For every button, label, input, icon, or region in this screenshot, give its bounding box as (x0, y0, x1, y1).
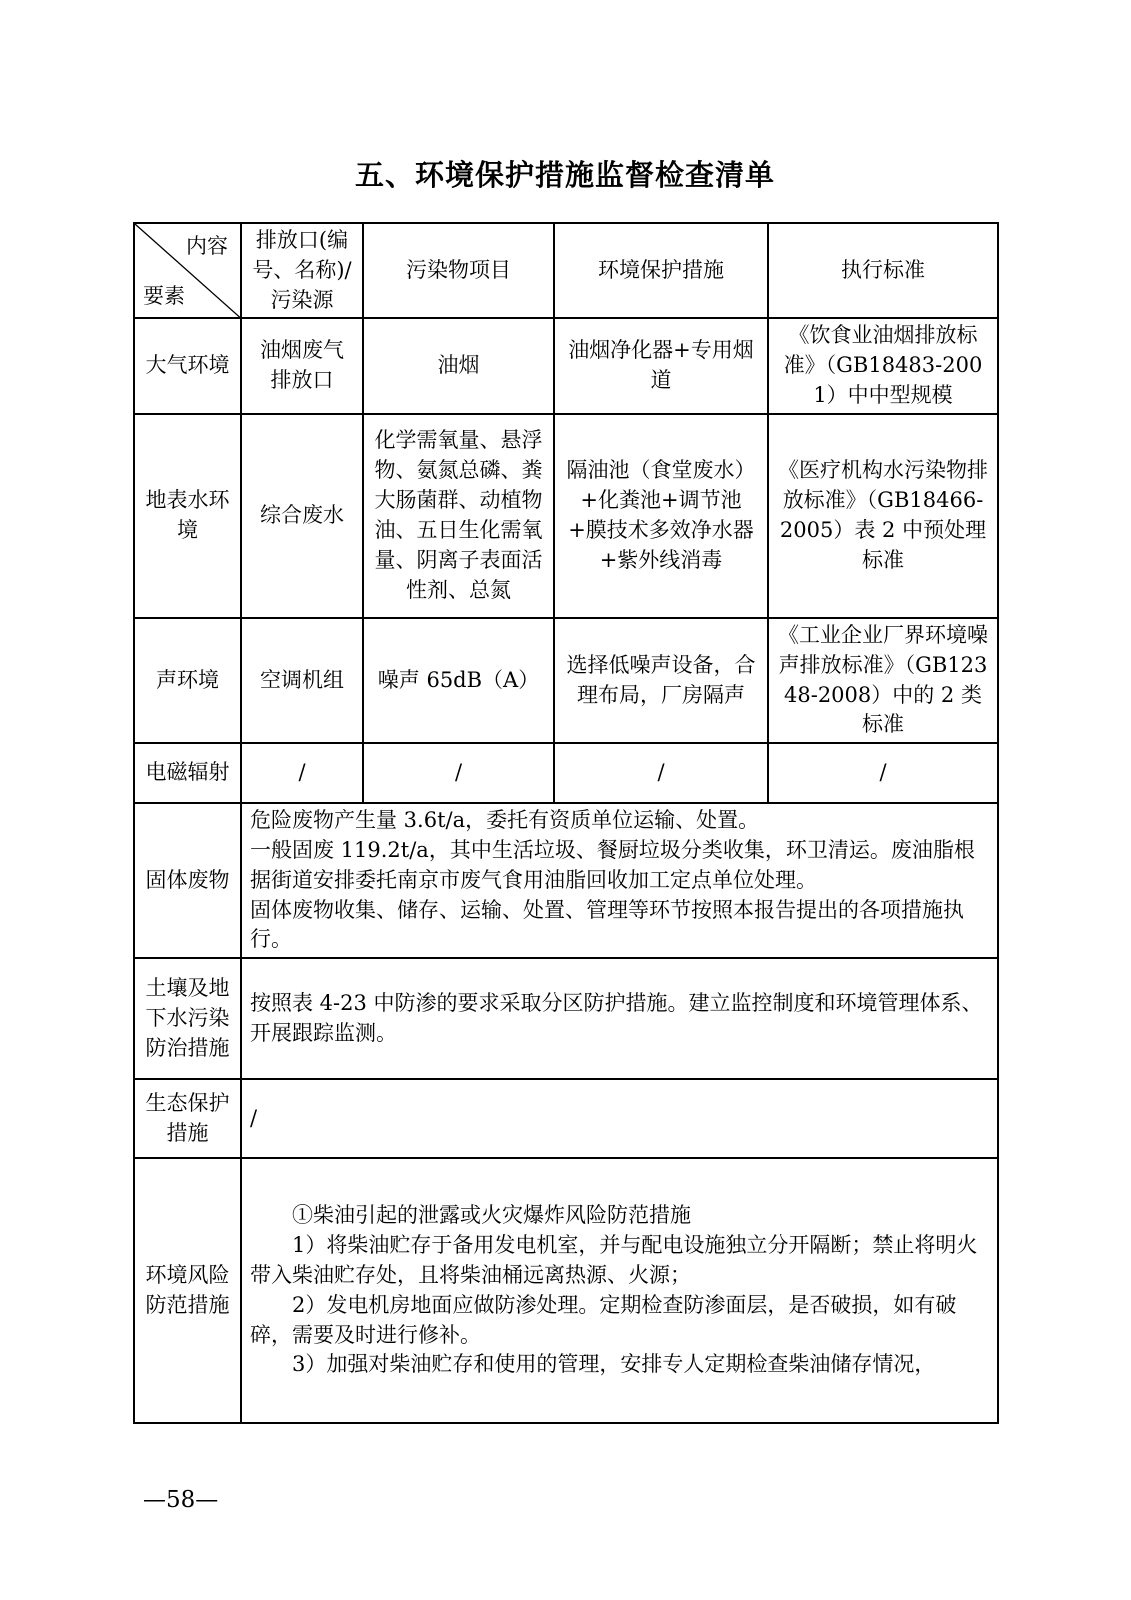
row-label-electromagnetic: 电磁辐射 (134, 743, 241, 803)
table-row-noise (134, 618, 998, 743)
soil-groundwater-content-cell: 按照表 4-23 中防渗的要求采取分区防护措施。建立监控制度和环境管理体系、开展跟踪监测。 (241, 958, 998, 1079)
water-standard-cell: 《医疗机构水污染物排放标准》（GB18466-2005）表 2 中预处理标准 (768, 414, 998, 618)
row-label-soil-groundwater: 土壤及地下水污染防治措施 (134, 958, 241, 1079)
risk-paragraph-3: 2）发电机房地面应做防渗处理。定期检查防渗面层，是否破损，如有破碎，需要及时进行修补。 (250, 1292, 957, 1347)
page-title: 五、环境保护措施监督检查清单 (354, 160, 775, 192)
header-cell-measure: 环境保护措施 (554, 223, 768, 318)
air-standard-cell: 《饮食业油烟排放标准》（GB18483-2001）中中型规模 (768, 318, 998, 413)
table-row-surface-water (134, 414, 998, 618)
water-measure-cell: 隔油池（食堂废水）+化粪池+调节池+膜技术多效净水器+紫外线消毒 (554, 414, 768, 618)
table-header-row (134, 223, 998, 318)
header-cell-outlet: 排放口(编号、名称)/污染源 (241, 223, 363, 318)
solid-waste-content-cell (241, 803, 998, 958)
table-row-electromagnetic (134, 743, 998, 803)
table-row-solid-waste (134, 803, 998, 958)
table-row-air (134, 318, 998, 413)
noise-outlet-cell: 空调机组 (241, 618, 363, 743)
risk-paragraph-4: 3）加强对柴油贮存和使用的管理，安排专人定期检查柴油储存情况， (292, 1352, 936, 1377)
row-label-noise: 声环境 (134, 618, 241, 743)
water-outlet-cell: 综合废水 (241, 414, 363, 618)
row-label-air: 大气环境 (134, 318, 241, 413)
header-cell-pollutant: 污染物项目 (363, 223, 554, 318)
row-label-surface-water: 地表水环境 (134, 414, 241, 618)
header-corner-top-label: 内容 (186, 234, 228, 258)
inspection-checklist-table (133, 222, 999, 1424)
em-pollutant-cell: / (363, 743, 554, 803)
air-measure-cell: 油烟净化器+专用烟道 (554, 318, 768, 413)
em-outlet-cell: / (241, 743, 363, 803)
air-outlet-cell: 油烟废气排放口 (241, 318, 363, 413)
row-label-risk: 环境风险防范措施 (134, 1158, 241, 1423)
table-row-risk (134, 1158, 998, 1423)
risk-content-cell (241, 1158, 998, 1423)
page-number: —58— (143, 1487, 219, 1513)
table-row-ecology (134, 1079, 998, 1158)
risk-paragraph-1: ①柴油引起的泄露或火灾爆炸风险防范措施 (292, 1203, 691, 1228)
em-standard-cell: / (768, 743, 998, 803)
water-pollutant-cell: 化学需氧量、悬浮物、氨氮总磷、粪大肠菌群、动植物油、五日生化需氧量、阴离子表面活性剂、总氮 (363, 414, 554, 618)
header-corner-bottom-label: 要素 (143, 283, 185, 308)
solid-waste-line-3: 固体废物收集、储存、运输、处置、管理等环节按照本报告提出的各项措施执行。 (250, 897, 964, 952)
header-cell-standard: 执行标准 (768, 223, 998, 318)
air-pollutant-cell: 油烟 (363, 318, 554, 413)
table-row-soil-groundwater (134, 958, 998, 1079)
solid-waste-line-1: 危险废物产生量 3.6t/a，委托有资质单位运输、处置。 (250, 808, 760, 833)
noise-pollutant-cell: 噪声 65dB（A） (363, 618, 554, 743)
row-label-ecology: 生态保护措施 (134, 1079, 241, 1158)
em-measure-cell: / (554, 743, 768, 803)
row-label-solid-waste: 固体废物 (134, 803, 241, 958)
risk-paragraph-2: 1）将柴油贮存于备用发电机室，并与配电设施独立分开隔断；禁止将明火带入柴油贮存处，且将柴油桶远离热源、火源； (250, 1233, 978, 1287)
ecology-content-cell: / (241, 1079, 998, 1158)
noise-measure-cell: 选择低噪声设备，合理布局，厂房隔声 (554, 618, 768, 743)
solid-waste-line-2: 一般固废 119.2t/a，其中生活垃圾、餐厨垃圾分类收集，环卫清运。废油脂根据街道安排委托南京市废气食用油脂回收加工定点单位处理。 (250, 837, 975, 892)
header-corner-cell (134, 223, 241, 318)
noise-standard-cell: 《工业企业厂界环境噪声排放标准》（GB12348-2008）中的 2 类标准 (768, 618, 998, 743)
